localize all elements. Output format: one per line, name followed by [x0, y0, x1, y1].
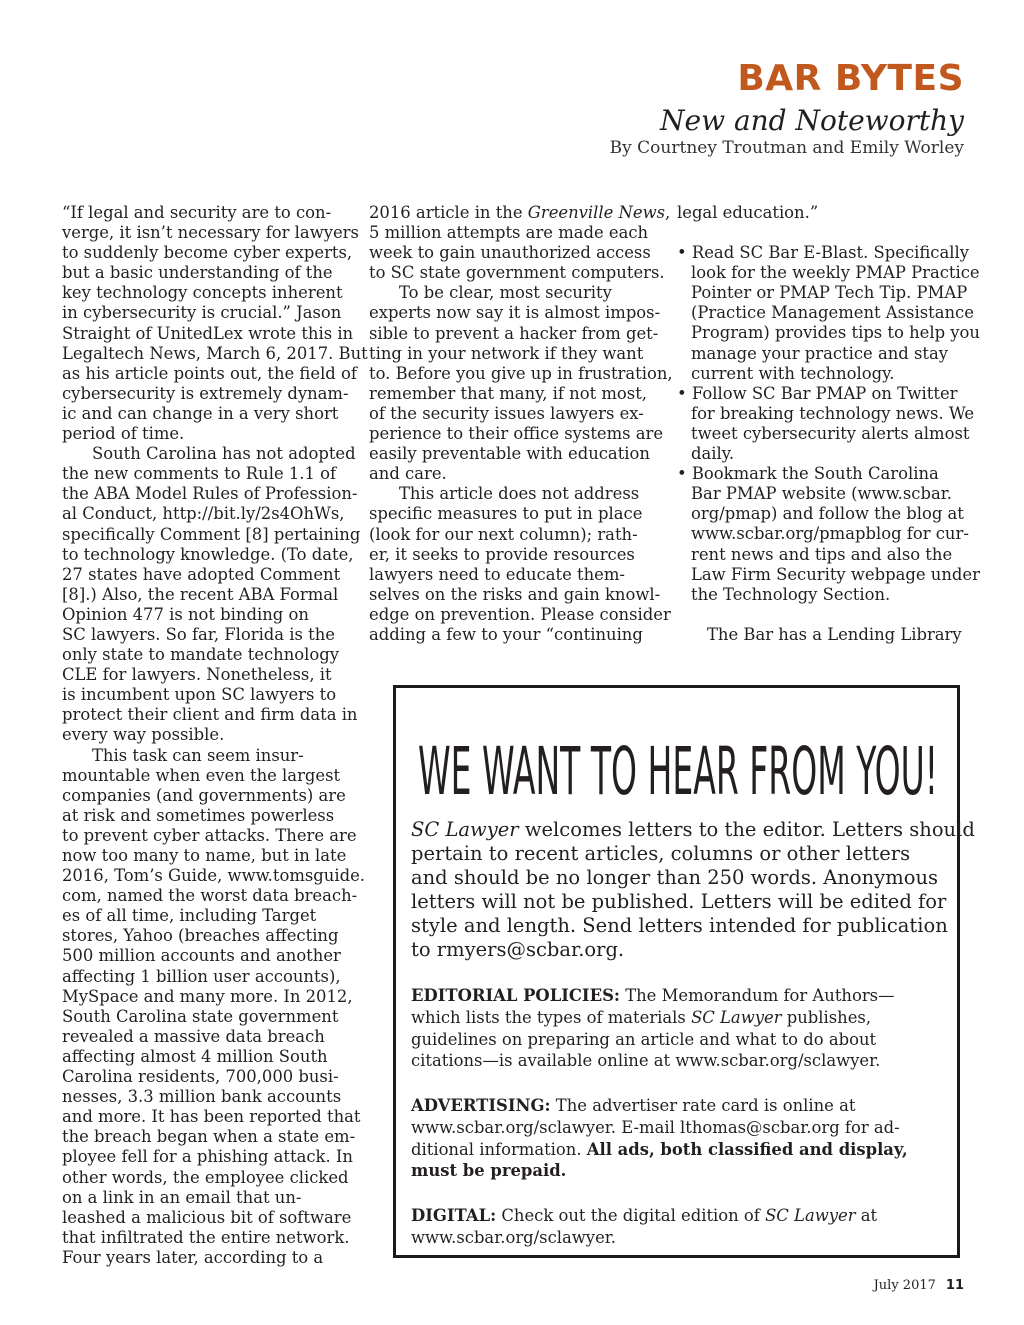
text-line: now too many to name, but in late — [62, 846, 347, 865]
text-line: the Technology Section. — [691, 584, 891, 604]
text-line: current with technology. — [691, 363, 895, 383]
editorial-policies: EDITORIAL POLICIES: The Memorandum for Authors— which lists the types of materials SC Lawyer publishes, guidelines on preparing an article and what to do about citations—is available online at www.scbar.org/sclawyer. — [411, 986, 895, 1071]
text-line: mountable when even the largest — [62, 765, 341, 785]
text-line: that infiltrated the entire network. — [62, 1227, 350, 1247]
bullet-item — [677, 243, 980, 384]
text-line: “If legal and security are to con- — [62, 203, 332, 222]
text-line: at risk and sometimes powerless — [62, 805, 335, 825]
box-title — [414, 714, 944, 802]
text-line: 500 million accounts and another — [62, 946, 341, 966]
text-line: 27 states have adopted Comment — [62, 564, 341, 584]
text-line: ic and can change in a very short — [62, 403, 339, 423]
text-line: only state to mandate technology — [62, 645, 340, 665]
page-footer — [874, 1278, 964, 1293]
text-line: tweet cybersecurity alerts almost — [691, 423, 970, 443]
section-subtitle: New and Noteworthy — [660, 104, 964, 137]
text-line: sible to prevent a hacker from get- — [369, 323, 659, 343]
text-line: every way possible. — [62, 725, 225, 745]
text-line: 2016, Tom’s Guide, www.tomsguide. — [62, 866, 365, 886]
text-line: to SC state government computers. — [369, 263, 665, 283]
section-title: BAR BYTES — [737, 58, 964, 99]
text-line: specifically Comment [8] pertaining — [62, 524, 361, 544]
text-line: the ABA Model Rules of Profession- — [62, 484, 358, 504]
text-line: for breaking technology news. We — [691, 403, 975, 423]
article-column-1 — [62, 203, 368, 1268]
text-line: week to gain unauthorized access — [369, 243, 651, 263]
text-line: (Practice Management Assistance — [691, 303, 974, 323]
bullet-item — [677, 464, 980, 605]
text-line: com, named the worst data breach- — [62, 886, 358, 906]
text-line: of the security issues lawyers ex- — [369, 403, 644, 423]
text-line: leashed a malicious bit of software — [62, 1207, 352, 1227]
text-line: Carolina residents, 700,000 busi- — [62, 1067, 339, 1087]
text-line: org/pmap) and follow the blog at — [691, 504, 964, 524]
text-line: the new comments to Rule 1.1 of — [62, 464, 337, 484]
text-line: Law Firm Security webpage under — [691, 564, 980, 584]
text-line: other words, the employee clicked — [62, 1167, 349, 1187]
text-line: • Follow SC Bar PMAP on Twitter — [677, 383, 958, 403]
text-line: 5 million attempts are made each — [369, 223, 649, 243]
text-line: South Carolina has not adopted — [92, 444, 356, 464]
text-line: ting in your network if they want — [369, 343, 644, 363]
text-line: Legaltech News, March 6, 2017. But — [62, 343, 368, 363]
text-line: Bar PMAP website (www.scbar. — [691, 484, 952, 504]
article-column-3 — [677, 203, 980, 645]
text-line: nesses, 3.3 million bank accounts — [62, 1087, 342, 1107]
bullet-item — [677, 383, 975, 464]
text-line: to suddenly become cyber experts, — [62, 243, 353, 263]
article-column-2 — [369, 203, 673, 645]
text-line: stores, Yahoo (breaches affecting — [62, 926, 339, 946]
svg-text:WE WANT TO HEAR FROM YOU!: WE WANT TO HEAR FROM YOU! — [418, 733, 938, 802]
text-line: selves on the risks and gain knowl- — [369, 584, 661, 604]
text-line: • Bookmark the South Carolina — [677, 464, 939, 484]
text-line: remember that many, if not most, — [369, 383, 647, 403]
text-line: manage your practice and stay — [691, 343, 949, 363]
text-line: al Conduct, http://bit.ly/2s4OhWs, — [62, 504, 345, 524]
text-line: Four years later, according to a — [62, 1247, 324, 1267]
text-line: [8].) Also, the recent ABA Formal — [62, 584, 339, 604]
text-line: ployee fell for a phishing attack. In — [62, 1147, 353, 1167]
text-line: and more. It has been reported that — [62, 1107, 361, 1127]
text-line: easily preventable with education — [369, 444, 650, 464]
text-line: verge, it isn’t necessary for lawyers — [62, 223, 359, 243]
text-line: to. Before you give up in frustration, — [369, 363, 673, 383]
text-line: To be clear, most security — [399, 283, 612, 303]
text-line: Program) provides tips to help you — [691, 323, 980, 343]
text-line: but a basic understanding of the — [62, 263, 333, 283]
text-line: Straight of UnitedLex wrote this in — [62, 323, 354, 343]
text-line: rent news and tips and also the — [691, 544, 953, 564]
text-line: South Carolina state government — [62, 1006, 339, 1026]
text-line: es of all time, including Target — [62, 906, 317, 926]
text-line: legal education.” — [677, 203, 819, 222]
text-line: er, it seeks to provide resources — [369, 544, 635, 564]
text-line: Opinion 477 is not binding on — [62, 604, 309, 624]
text-line: revealed a massive data breach — [62, 1026, 325, 1046]
text-line: This task can seem insur- — [92, 745, 304, 765]
text-line: affecting almost 4 million South — [62, 1046, 328, 1066]
text-line: adding a few to your “continuing — [369, 624, 643, 644]
byline: By Courtney Troutman and Emily Worley — [609, 138, 964, 158]
text-line: is incumbent upon SC lawyers to — [62, 685, 337, 705]
text-line: Pointer or PMAP Tech Tip. PMAP — [691, 283, 968, 303]
text-line: to technology knowledge. (To date, — [62, 544, 354, 564]
advertising-info: ADVERTISING: The advertiser rate card is online at www.scbar.org/sclawyer. E-mail lthomas@scbar.org for ad- ditional information. All ads, both classified and display, must be prepaid. — [411, 1096, 908, 1181]
text-line: period of time. — [62, 424, 185, 444]
text-line: daily. — [691, 444, 735, 464]
text-line: 2016 article in the Greenville News, — [369, 203, 671, 222]
text-line: the breach began when a state em- — [62, 1127, 356, 1147]
text-line: companies (and governments) are — [62, 785, 346, 805]
page-number: 11 — [945, 1278, 964, 1293]
text-line: This article does not address — [399, 484, 640, 504]
text-line: to prevent cyber attacks. There are — [62, 825, 357, 845]
digital-edition: DIGITAL: Check out the digital edition of SC Lawyer at www.scbar.org/sclawyer. — [411, 1206, 878, 1247]
text-line: in cybersecurity is crucial.” Jason — [62, 303, 342, 323]
text-line: specific measures to put in place — [369, 504, 643, 524]
text-line: lawyers need to educate them- — [369, 564, 625, 584]
text-line: as his article points out, the field of — [62, 363, 357, 383]
text-line: cybersecurity is extremely dynam- — [62, 383, 349, 403]
text-line: • Read SC Bar E-Blast. Specifically — [677, 243, 969, 263]
text-line: The Bar has a Lending Library — [707, 624, 962, 644]
text-line: MySpace and many more. In 2012, — [62, 986, 353, 1006]
text-line: protect their client and firm data in — [62, 705, 358, 725]
text-line: www.scbar.org/pmapblog for cur- — [691, 524, 969, 544]
letters-to-editor-box — [393, 685, 975, 1258]
text-line: key technology concepts inherent — [62, 283, 343, 303]
text-line: (look for our next column); rath- — [369, 524, 638, 544]
text-line: SC lawyers. So far, Florida is the — [62, 624, 335, 644]
text-line: on a link in an email that un- — [62, 1187, 302, 1207]
text-line: edge on prevention. Please consider — [369, 604, 671, 624]
text-line: CLE for lawyers. Nonetheless, it — [62, 665, 332, 685]
letters-policy: SC Lawyer welcomes letters to the editor. Letters should pertain to recent articles, columns or other letters and should be no longer than 250 words. Anonymous letters will not be published. Letters will be edited for style and length. Send letters intended for publication to rmyers@scbar.org. — [411, 818, 975, 961]
text-line: look for the weekly PMAP Practice — [691, 263, 980, 283]
text-line: and care. — [369, 464, 447, 484]
text-line: affecting 1 billion user accounts), — [62, 966, 341, 986]
text-line: experts now say it is almost impos- — [369, 303, 661, 323]
text-line: perience to their office systems are — [369, 424, 664, 444]
issue-date: July 2017 — [873, 1278, 936, 1293]
